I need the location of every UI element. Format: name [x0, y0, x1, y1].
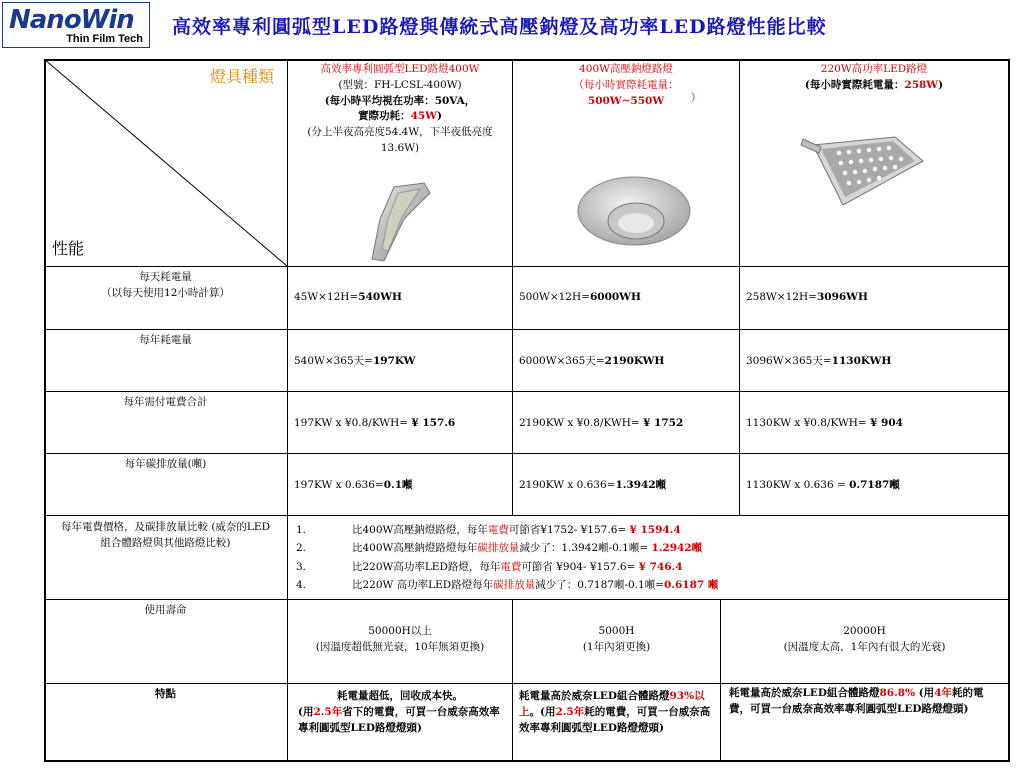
daily-col3-formula: 258W×12H= [746, 291, 817, 303]
col1-title: 高效率專利圓弧型LED路燈400W [320, 63, 480, 75]
sodium-lamp-image [574, 169, 694, 254]
compare-highlight: 電費 [487, 524, 509, 536]
compare-num: 3. [296, 560, 307, 573]
feature-col1 [288, 686, 512, 760]
compare-item [296, 576, 1000, 594]
row-daily-label [44, 267, 287, 329]
compare-text: 比400W高壓鈉燈路燈，每年 [352, 524, 488, 536]
daily-col2-result: 6000WH [589, 291, 641, 303]
daily-label-note: （以每天使用12小時計算） [101, 286, 230, 299]
cost-col3 [740, 413, 1008, 437]
feature-col2-highlight: 2.5年 [555, 705, 585, 718]
compare-item [296, 539, 1000, 557]
row-carbon-label: 每年碳排放量(噸) [124, 458, 207, 470]
life-col1-hours: 50000H以上 [368, 625, 432, 637]
feature-col1-main: 耗電量超低，回收成本快。 [337, 690, 463, 702]
cost-col1 [288, 413, 512, 437]
daily-col3-result: 3096WH [816, 291, 868, 303]
feature-col3-text: (用 [915, 687, 935, 699]
corner-top-label: 燈具種類 [209, 67, 274, 86]
compare-item [296, 521, 1000, 539]
yearly-col1-result: 197KW [372, 355, 416, 367]
comparison-table [44, 59, 1010, 762]
life-col3-note: (因溫度太高，1年內有很大的光衰) [783, 640, 946, 653]
col1-power-sep: ， [464, 94, 476, 107]
col3-power-value: 258W [904, 78, 939, 91]
compare-result: 1.2942噸 [651, 542, 703, 555]
daily-col3 [740, 287, 1008, 311]
daily-col2 [513, 287, 739, 311]
col2-title: 400W高壓鈉燈路燈 [579, 63, 673, 75]
life-col3-hours: 20000H [843, 625, 886, 637]
row-cost-label: 每年需付電費合計 [123, 396, 208, 408]
life-col1 [288, 621, 512, 671]
yearly-col3 [740, 351, 1008, 375]
col2-power-label: （每小時實際耗電量： [573, 78, 679, 91]
daily-col2-formula: 500W×12H= [519, 291, 590, 303]
col1-model: (型號：FH-LCSL-400W) [338, 78, 462, 91]
compare-text: 比220W高功率LED路燈，每年 [352, 560, 501, 573]
cost-col2-formula: 2190KW x ¥0.8/KWH= [519, 417, 644, 429]
compare-num: 1. [296, 524, 307, 536]
col2-power-close: ） [690, 92, 702, 105]
compare-highlight: 電費 [500, 560, 522, 573]
carbon-col1-result: 0.1噸 [383, 479, 413, 491]
daily-label-main: 每天耗電量 [139, 271, 192, 283]
feature-col3-highlight: 4年 [934, 687, 952, 699]
page-title: 高效率專利圓弧型LED路燈與傳統式高壓鈉燈及高功率LED路燈性能比較 [172, 16, 827, 38]
cost-col1-formula: 197KW x ¥0.8/KWH= [294, 417, 412, 429]
col3-power-close: ) [938, 78, 944, 91]
yearly-col3-formula: 3096W×365天= [746, 355, 832, 367]
yearly-col2-formula: 6000W×365天= [519, 355, 605, 367]
feature-col3-text: 耗的電費，可買一台威奈高效率專利圓弧型LED路燈燈頭) [729, 687, 984, 715]
compare-text: 比220W 高功率LED路燈每年 [352, 579, 494, 592]
life-col1-note: (因溫度超低無光衰，10年無須更換) [315, 640, 485, 653]
cost-col2 [513, 413, 739, 437]
feature-col1-text: (用 [298, 705, 314, 718]
compare-text: 減少了：1.3942噸-0.1噸= [519, 542, 652, 555]
corner-bottom-label: 性能 [52, 239, 85, 258]
feature-col2-main: 耗電量高於威奈LED組合體路燈 [519, 690, 670, 702]
row-life-label: 使用壽命 [144, 604, 187, 616]
compare-num: 2. [296, 542, 307, 555]
life-col2-hours: 5000H [598, 625, 635, 637]
col3-title: 220W高功率LED路燈 [820, 63, 928, 75]
compare-result: ¥ 746.4 [638, 560, 683, 573]
yearly-col2 [513, 351, 739, 375]
high-power-led-lamp-image [799, 131, 929, 211]
col3-power-label: (每小時實際耗電量： [804, 78, 905, 91]
cost-col3-result: ¥ 904 [870, 417, 903, 429]
compare-result: ¥ 1594.4 [629, 524, 681, 536]
feature-col2-text: 。(用 [529, 705, 556, 718]
feature-col3 [721, 686, 1008, 760]
row-feature-label: 特點 [155, 688, 176, 700]
corner-diagonal [44, 59, 288, 267]
feature-col1-text: 省下的電費，可買一台威奈高效率專利圓弧型LED路燈燈頭) [298, 705, 500, 734]
logo-brand: NanoWin [9, 5, 134, 35]
feature-col3-highlight: 86.8% [879, 687, 916, 699]
col1-actual-close: ) [436, 110, 442, 123]
yearly-col1-formula: 540W×365天= [294, 355, 373, 367]
row-yearly-label: 每年耗電量 [139, 334, 192, 346]
compare-text: 可節省 ¥904- ¥157.6= [521, 560, 639, 573]
col1-power-label: (每小時平均視在功率： [324, 94, 435, 107]
feature-col2 [513, 686, 720, 760]
carbon-col1-formula: 197KW x 0.636= [294, 479, 384, 491]
carbon-col3-result: 0.7187噸 [849, 479, 900, 491]
feature-col2-text: 耗的電費，可買一台威奈高效率專利圓弧型LED路燈燈頭) [519, 705, 711, 734]
life-col2-note: (1年內須更換) [582, 640, 651, 653]
carbon-col3-formula: 1130KW x 0.636 = [746, 479, 850, 491]
carbon-col3 [740, 475, 1008, 499]
compare-item [296, 558, 1000, 576]
row-compare-label: 每年電費價格，及碳排放量比較 (威奈的LED組合體路燈與其他路燈比較) [61, 521, 270, 549]
yearly-col2-result: 2190KWH [604, 355, 665, 367]
compare-text: 減少了：0.7187噸-0.1噸= [535, 579, 665, 592]
carbon-col2-formula: 2190KW x 0.636= [519, 479, 616, 491]
compare-text: 可節省¥1752- ¥157.6= [508, 524, 630, 536]
cost-col1-result: ¥ 157.6 [411, 417, 456, 429]
compare-highlight: 碳排放量 [477, 542, 520, 555]
led-arc-lamp-image [344, 179, 434, 264]
carbon-col2-result: 1.3942噸 [615, 479, 667, 491]
carbon-col2 [513, 475, 739, 499]
yearly-col1 [288, 351, 512, 375]
col1-note: (分上半夜高亮度54.4W，下半夜低亮度13.6W) [307, 126, 493, 154]
col1-actual-value: 45W [410, 110, 437, 123]
life-col2 [513, 621, 720, 671]
compare-num: 4. [296, 579, 307, 592]
daily-col1 [288, 287, 512, 311]
feature-col2-highlight: 93%以上 [519, 690, 705, 718]
company-logo [2, 2, 150, 48]
compare-highlight: 碳排放量 [493, 579, 536, 592]
logo-subtitle: Thin Film Tech [66, 33, 143, 45]
feature-col1-highlight: 2.5年 [313, 705, 343, 718]
compare-content [288, 519, 1008, 599]
yearly-col3-result: 1130KWH [831, 355, 892, 367]
life-col3 [721, 621, 1008, 671]
compare-text: 比400W高壓鈉燈路燈每年 [352, 542, 478, 555]
cost-col2-result: ¥ 1752 [643, 417, 684, 429]
daily-col1-formula: 45W×12H= [294, 291, 359, 303]
feature-col3-main: 耗電量高於威奈LED組合體路燈 [729, 687, 880, 699]
col1-actual-label: 實際功耗： [358, 110, 411, 123]
col1-power-value: 50VA [434, 94, 465, 107]
carbon-col1 [288, 475, 512, 499]
daily-col1-result: 540WH [358, 291, 402, 303]
col2-power-value: 500W~550W [587, 94, 665, 107]
compare-result: 0.6187 噸 [664, 579, 719, 592]
cost-col3-formula: 1130KW x ¥0.8/KWH= [746, 417, 871, 429]
